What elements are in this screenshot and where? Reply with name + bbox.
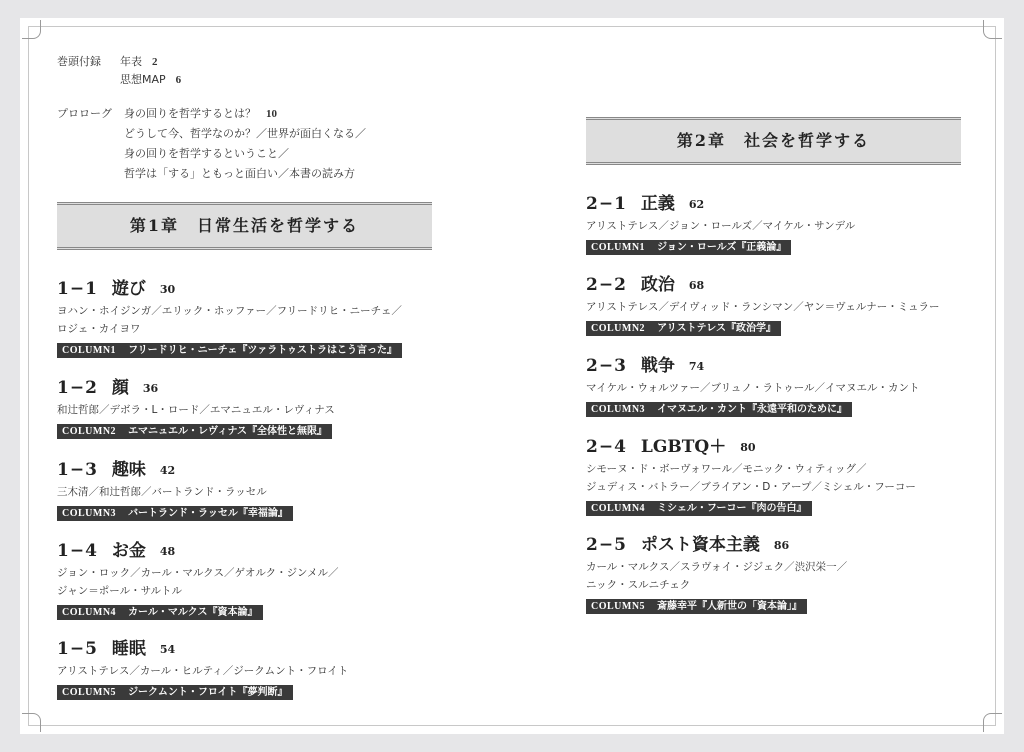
column-badge	[57, 343, 402, 358]
names-line: ロジェ・カイヨワ	[57, 323, 141, 335]
toc-section[interactable]	[586, 189, 855, 255]
names-line: ヨハン・ホイジンガ／エリック・ホッファー／フリードリヒ・ニーチェ／	[57, 305, 402, 317]
section-number: 1−1	[57, 279, 98, 299]
front-item-page: 2	[152, 56, 158, 68]
column-badge	[586, 501, 812, 516]
column-text: ジークムント・フロイト『夢判断』	[128, 687, 288, 698]
column-badge	[57, 685, 293, 700]
front-item[interactable]	[120, 52, 158, 72]
names-line: 三木清／和辻哲郎／バートランド・ラッセル	[57, 486, 267, 498]
toc-section[interactable]	[57, 455, 293, 521]
section-page: 30	[159, 283, 176, 296]
column-number: COLUMN1	[62, 345, 117, 356]
section-number: 1−2	[57, 378, 98, 398]
section-title: お金	[111, 541, 146, 561]
prologue-line: どうして今、哲学なのか？／世界が面白くなる／	[124, 127, 366, 140]
philosopher-names	[586, 298, 939, 316]
section-title-line	[57, 634, 348, 659]
chapter-2-heading[interactable]: 第2章 社会を哲学する	[586, 117, 961, 165]
corner-ornament	[22, 20, 41, 39]
prologue-label: プロローグ	[57, 107, 112, 120]
column-badge	[586, 240, 791, 255]
section-title-line	[586, 189, 855, 214]
philosopher-names	[586, 217, 855, 235]
section-title: 睡眠	[111, 639, 146, 659]
column-number: COLUMN2	[591, 323, 646, 334]
front-item-page: 6	[175, 74, 182, 86]
column-text: ミシェル・フーコー『肉の告白』	[657, 503, 807, 514]
philosopher-names	[57, 662, 348, 680]
section-number: 1−4	[57, 541, 98, 561]
section-number: 2−4	[586, 437, 627, 457]
toc-section[interactable]	[57, 373, 335, 439]
column-text: イマヌエル・カント『永遠平和のために』	[657, 404, 848, 415]
column-badge	[586, 402, 852, 417]
section-title-line	[57, 274, 402, 299]
philosopher-names	[57, 564, 339, 600]
names-line: 和辻哲郎／デボラ・L・ロード／エマニュエル・レヴィナス	[57, 404, 335, 416]
names-line: シモーヌ・ド・ボーヴォワール／モニック・ウィティッグ／	[586, 463, 867, 475]
names-line: カール・マルクス／スラヴォイ・ジジェク／渋沢栄一／	[586, 561, 848, 573]
section-number: 1−5	[57, 639, 98, 659]
section-page: 80	[740, 441, 756, 454]
section-title-line	[586, 432, 916, 457]
names-line: ジョン・ロック／カール・マルクス／ゲオルク・ジンメル／	[57, 567, 339, 579]
column-text: アリストテレス『政治学』	[657, 323, 776, 334]
section-page: 36	[142, 382, 159, 395]
names-line: アリストテレス／カール・ヒルティ／ジークムント・フロイト	[57, 665, 349, 677]
front-matter-label: 巻頭付録	[57, 55, 101, 68]
section-title: 遊び	[111, 279, 146, 299]
section-page: 48	[159, 545, 176, 558]
toc-section[interactable]	[586, 351, 920, 417]
section-page: 86	[773, 539, 790, 552]
section-title: 顔	[111, 378, 129, 398]
column-text: エマニュエル・レヴィナス『全体性と無限』	[128, 426, 328, 437]
prologue-line: 身の回りを哲学するということ／	[124, 147, 289, 160]
column-text: フリードリヒ・ニーチェ『ツァラトゥストラはこう言った』	[128, 345, 398, 356]
section-number: 2−5	[586, 535, 627, 555]
section-number: 1−3	[57, 460, 98, 480]
column-number: COLUMN3	[591, 404, 646, 415]
column-badge	[586, 321, 781, 336]
toc-section[interactable]	[586, 432, 916, 516]
column-number: COLUMN2	[62, 426, 117, 437]
column-text: ジョン・ロールズ『正義論』	[657, 242, 787, 253]
section-title: 戦争	[640, 356, 675, 376]
column-badge	[57, 424, 332, 439]
toc-section[interactable]	[57, 536, 339, 620]
philosopher-names	[57, 483, 293, 501]
corner-ornament	[22, 713, 41, 732]
column-text: カール・マルクス『資本論』	[128, 607, 258, 618]
toc-section[interactable]	[586, 530, 847, 614]
prologue-page: 10	[266, 108, 277, 120]
column-number: COLUMN1	[591, 242, 646, 253]
column-number: COLUMN4	[591, 503, 646, 514]
toc-section[interactable]	[586, 270, 939, 336]
section-title: ポスト資本主義	[640, 535, 760, 555]
section-page: 68	[688, 279, 705, 292]
column-number: COLUMN4	[62, 607, 117, 618]
section-title: 政治	[640, 275, 675, 295]
section-title-line	[586, 270, 939, 295]
section-title-line	[57, 455, 293, 480]
philosopher-names	[586, 379, 920, 397]
section-title: 趣味	[111, 460, 146, 480]
front-item[interactable]	[120, 70, 181, 90]
column-number: COLUMN5	[591, 601, 646, 612]
column-number: COLUMN5	[62, 687, 117, 698]
column-badge	[586, 599, 807, 614]
front-item-title: 年表	[120, 55, 142, 68]
names-line: ジャン＝ポール・サルトル	[57, 585, 183, 597]
column-badge	[57, 605, 263, 620]
corner-ornament	[983, 713, 1002, 732]
section-title-line	[586, 530, 847, 555]
philosopher-names	[57, 401, 335, 419]
philosopher-names	[586, 460, 916, 496]
toc-section[interactable]	[57, 634, 348, 700]
section-page: 42	[159, 464, 176, 477]
section-number: 2−2	[586, 275, 627, 295]
corner-ornament	[983, 20, 1002, 39]
section-number: 2−1	[586, 194, 627, 214]
prologue-line: 哲学は「する」ともっと面白い／本書の読み方	[124, 167, 355, 180]
section-page: 74	[688, 360, 705, 373]
column-number: COLUMN3	[62, 508, 117, 519]
philosopher-names	[586, 558, 847, 594]
front-item-title: 思想MAP	[120, 73, 166, 86]
column-text: 斎藤幸平『人新世の「資本論」』	[657, 601, 803, 612]
philosopher-names	[57, 302, 402, 338]
names-line: アリストテレス／デイヴィッド・ランシマン／ヤン＝ヴェルナー・ミュラー	[586, 301, 940, 313]
section-page: 62	[688, 198, 705, 211]
column-badge	[57, 506, 293, 521]
section-title: LGBTQ＋	[640, 437, 727, 457]
names-line: ニック・スルニチェク	[586, 579, 691, 591]
chapter-1-heading[interactable]: 第1章 日常生活を哲学する	[57, 202, 432, 250]
section-page: 54	[159, 643, 176, 656]
section-title: 正義	[640, 194, 675, 214]
prologue-entry[interactable]	[124, 104, 366, 184]
column-text: バートランド・ラッセル『幸福論』	[128, 508, 288, 519]
section-number: 2−3	[586, 356, 627, 376]
section-title-line	[57, 536, 339, 561]
section-title-line	[586, 351, 920, 376]
prologue-line: 身の回りを哲学するとは？	[124, 107, 256, 120]
section-title-line	[57, 373, 335, 398]
names-line: アリストテレス／ジョン・ロールズ／マイケル・サンデル	[586, 220, 856, 232]
names-line: マイケル・ウォルツァー／ブリュノ・ラトゥール／イマヌエル・カント	[586, 382, 920, 394]
names-line: ジュディス・バトラー／ブライアン・D・アープ／ミシェル・フーコー	[586, 481, 916, 493]
toc-section[interactable]	[57, 274, 402, 358]
